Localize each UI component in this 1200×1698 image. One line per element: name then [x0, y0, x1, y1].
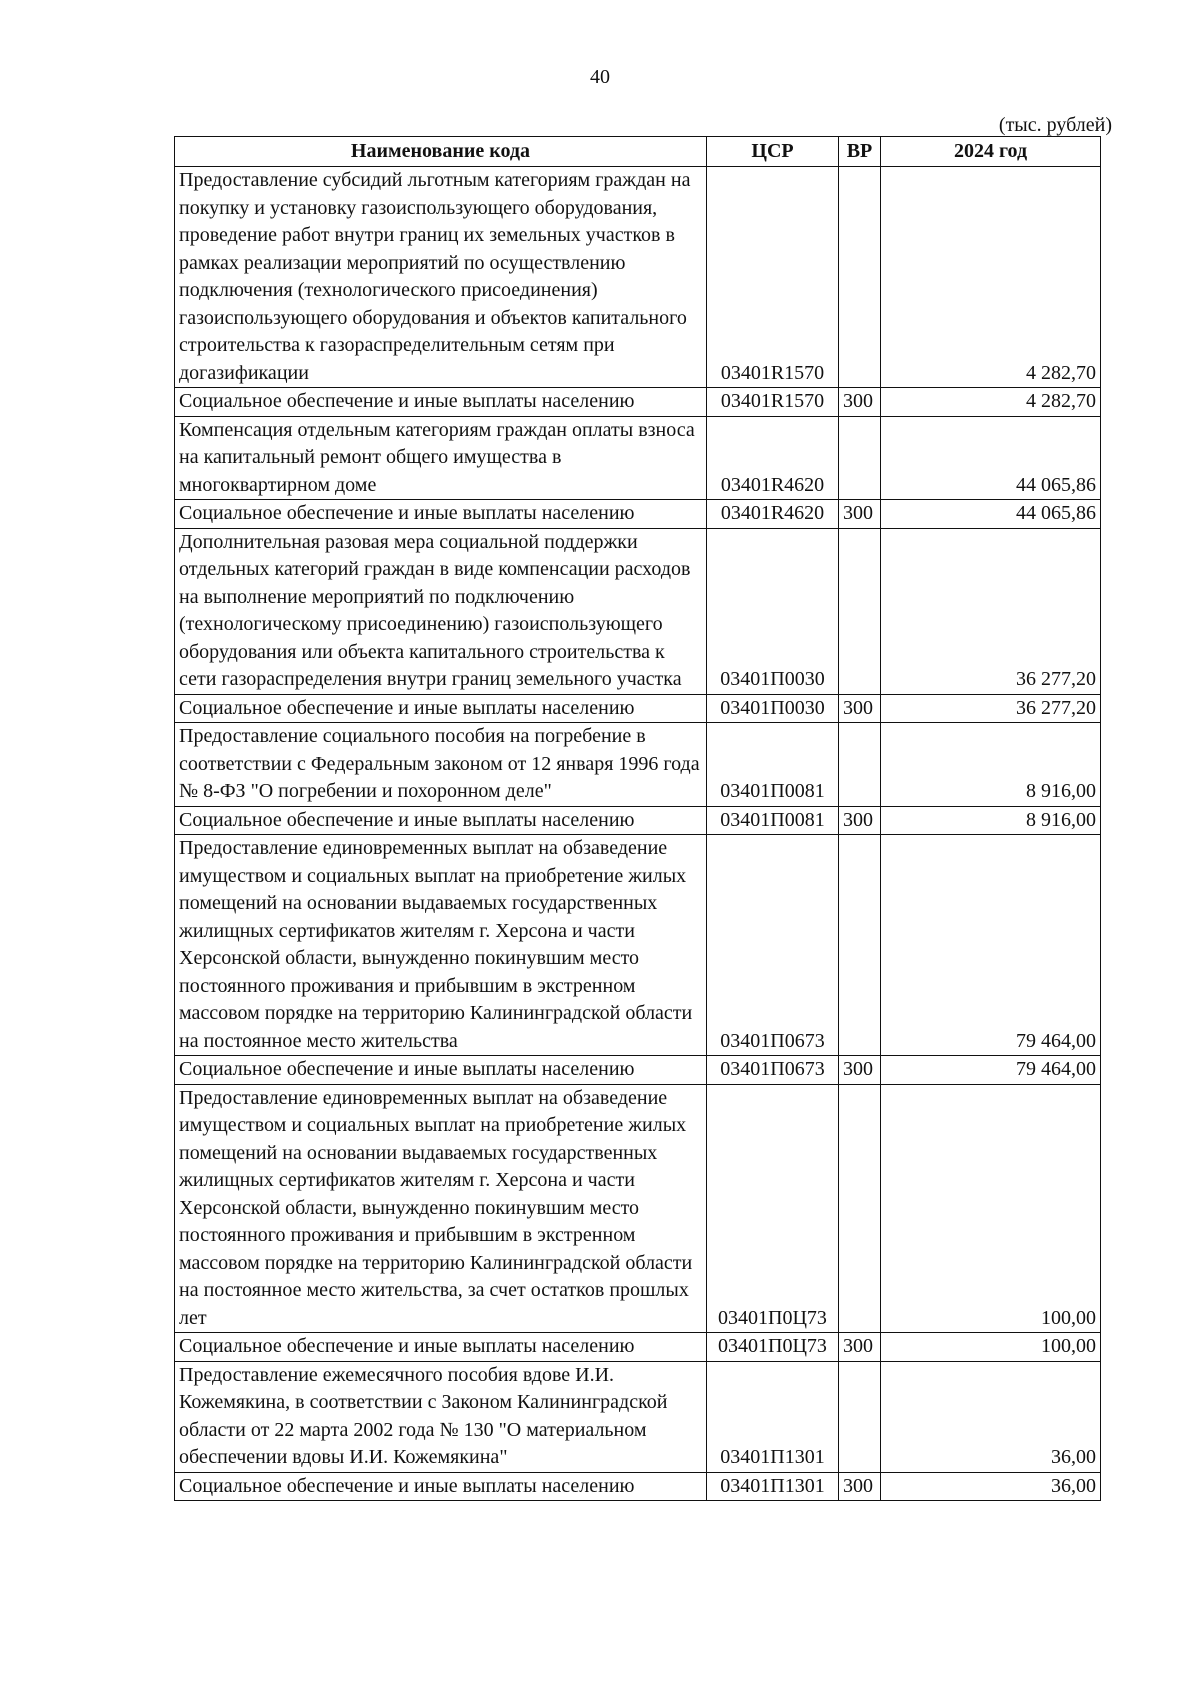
row-amount: 4 282,70: [881, 388, 1101, 417]
row-csr: 03401R1570: [707, 388, 839, 417]
row-csr: 03401R4620: [707, 500, 839, 529]
row-csr: 03401П1301: [707, 1361, 839, 1472]
row-csr: 03401П0673: [707, 1056, 839, 1085]
row-amount: 36 277,20: [881, 528, 1101, 694]
row-amount: 44 065,86: [881, 416, 1101, 500]
row-vr: [839, 416, 881, 500]
header-csr: ЦСР: [707, 137, 839, 167]
units-label: (тыс. рублей): [998, 114, 1112, 136]
table-row: [175, 1084, 1101, 1333]
row-csr: 03401П0030: [707, 694, 839, 723]
row-amount: 100,00: [881, 1084, 1101, 1333]
row-name: Предоставление ежемесячного пособия вдове И.И. Кожемякина, в соответствии с Законом Калининградской области от 22 марта 2002 года № 130 "О материальном обеспечении вдовы И.И. Кожемякина": [175, 1361, 707, 1472]
row-csr: 03401R4620: [707, 416, 839, 500]
row-name: Предоставление социального пособия на погребение в соответствии с Федеральным законом от 12 января 1996 года № 8-ФЗ "О погребении и похоронном деле": [175, 723, 707, 807]
row-amount: 36,00: [881, 1361, 1101, 1472]
row-csr: 03401П0030: [707, 528, 839, 694]
row-name: Социальное обеспечение и иные выплаты населению: [175, 1333, 707, 1362]
row-amount: 44 065,86: [881, 500, 1101, 529]
row-vr: 300: [839, 694, 881, 723]
row-vr: 300: [839, 500, 881, 529]
row-vr: [839, 167, 881, 388]
row-name: Социальное обеспечение и иные выплаты населению: [175, 1056, 707, 1085]
row-csr: 03401П0Ц73: [707, 1333, 839, 1362]
row-amount: 4 282,70: [881, 167, 1101, 388]
row-name: Социальное обеспечение и иные выплаты населению: [175, 694, 707, 723]
table-row: [175, 416, 1101, 500]
row-vr: 300: [839, 1333, 881, 1362]
row-name: Предоставление единовременных выплат на обзаведение имуществом и социальных выплат на приобретение жилых помещений на основании выдаваемых государственных жилищных сертификатов жителям г. Херсона и части Херсонской области, вынужденно покинувшим место постоянного проживания и прибывшим в экстренном массовом порядке на территорию Калининградской области на постоянное место жительства: [175, 835, 707, 1056]
budget-table: [174, 136, 1101, 1501]
row-name: Компенсация отдельным категориям граждан оплаты взноса на капитальный ремонт общего имущества в многоквартирном доме: [175, 416, 707, 500]
table-row: [175, 723, 1101, 807]
table-row: [175, 1333, 1101, 1362]
row-name: Предоставление субсидий льготным категориям граждан на покупку и установку газоиспользующего оборудования, проведение работ внутри границ их земельных участков в рамках реализации мероприятий по осуществлению подключения (технологического присоединения) газоиспользующего оборудования и объектов капитального строительства к газораспределительным сетям при догазификации: [175, 167, 707, 388]
row-name: Предоставление единовременных выплат на обзаведение имуществом и социальных выплат на приобретение жилых помещений на основании выдаваемых государственных жилищных сертификатов жителям г. Херсона и части Херсонской области, вынужденно покинувшим место постоянного проживания и прибывшим в экстренном массовом порядке на территорию Калининградской области на постоянное место жительства, за счет остатков прошлых лет: [175, 1084, 707, 1333]
row-vr: [839, 528, 881, 694]
row-csr: 03401R1570: [707, 167, 839, 388]
table-row: [175, 806, 1101, 835]
row-vr: [839, 723, 881, 807]
row-name: Социальное обеспечение и иные выплаты населению: [175, 500, 707, 529]
table-row: [175, 528, 1101, 694]
row-vr: 300: [839, 1056, 881, 1085]
row-amount: 8 916,00: [881, 723, 1101, 807]
table-row: [175, 500, 1101, 529]
row-vr: 300: [839, 1472, 881, 1501]
row-vr: 300: [839, 388, 881, 417]
row-csr: 03401П0673: [707, 835, 839, 1056]
row-csr: 03401П1301: [707, 1472, 839, 1501]
row-name: Дополнительная разовая мера социальной поддержки отдельных категорий граждан в виде компенсации расходов на выполнение мероприятий по подключению (технологическому присоединению) газоиспользующего оборудования или объекта капитального строительства к сети газораспределения внутри границ земельного участка: [175, 528, 707, 694]
table-row: [175, 1056, 1101, 1085]
row-vr: [839, 835, 881, 1056]
row-amount: 36 277,20: [881, 694, 1101, 723]
table-row: [175, 388, 1101, 417]
row-amount: 79 464,00: [881, 835, 1101, 1056]
table-row: [175, 167, 1101, 388]
table-row: [175, 1472, 1101, 1501]
row-csr: 03401П0081: [707, 806, 839, 835]
header-name: Наименование кода: [175, 137, 707, 167]
table-row: [175, 835, 1101, 1056]
row-amount: 79 464,00: [881, 1056, 1101, 1085]
row-csr: 03401П0Ц73: [707, 1084, 839, 1333]
row-name: Социальное обеспечение и иные выплаты населению: [175, 388, 707, 417]
table-row: [175, 694, 1101, 723]
row-name: Социальное обеспечение и иные выплаты населению: [175, 806, 707, 835]
row-amount: 100,00: [881, 1333, 1101, 1362]
row-name: Социальное обеспечение и иные выплаты населению: [175, 1472, 707, 1501]
row-csr: 03401П0081: [707, 723, 839, 807]
header-vr: ВР: [839, 137, 881, 167]
row-vr: 300: [839, 806, 881, 835]
header-year: 2024 год: [881, 137, 1101, 167]
row-amount: 8 916,00: [881, 806, 1101, 835]
table-row: [175, 1361, 1101, 1472]
row-vr: [839, 1361, 881, 1472]
row-amount: 36,00: [881, 1472, 1101, 1501]
row-vr: [839, 1084, 881, 1333]
table-header-row: [175, 137, 1101, 167]
page-number: 40: [590, 66, 610, 88]
